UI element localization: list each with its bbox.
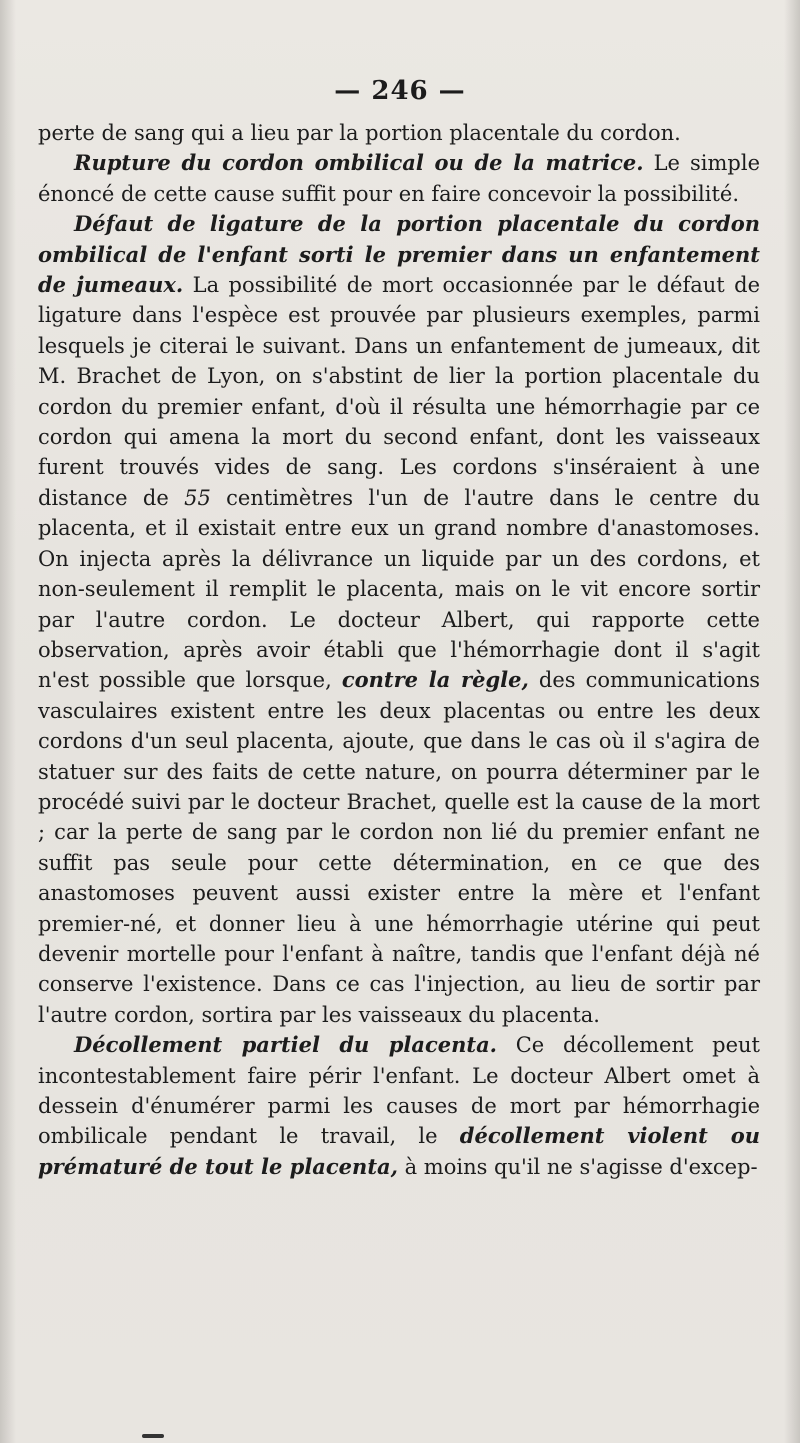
section-heading: Décollement partiel du placenta.	[74, 1032, 497, 1058]
section-heading: Défaut de ligature de la portion placentale du cordon ombilical de l'enfant sorti le premier dans un enfantement de jumeaux.	[38, 211, 760, 298]
emphasis-phrase: contre la règle,	[341, 667, 529, 693]
paragraph-decollement	[38, 1030, 760, 1182]
page-number: — 246 —	[334, 76, 466, 106]
paragraph-text: Ce décollement peut incontestablement faire périr l'enfant. Le docteur Albert omet à dessein d'énumérer parmi les causes de mort par hémorrhagie ombilicale pendant le travail, le	[38, 1033, 760, 1149]
emphasis-phrase: décollement violent ou prématuré de tout le placenta,	[38, 1123, 760, 1179]
page-edge-right	[784, 0, 800, 1443]
paragraph-continued	[38, 118, 760, 148]
print-mark	[142, 1434, 164, 1438]
section-heading: Rupture du cordon ombilical ou de la matrice.	[74, 150, 644, 176]
paragraph-text: La possibilité de mort occasionnée par le défaut de ligature dans l'espèce est prouvée par plusieurs exemples, parmi lesquels je citerai le suivant. Dans un enfantement de jumeaux, dit M. Brachet de Lyon, on s'abstint de lier la portion placentale du cordon du premier enfant, d'où il résulta une hémorrhagie par ce cordon qui amena la mort du second enfant, dont les vaisseaux furent trouvés vides de sang. Les cordons s'inséraient à une distance de	[38, 273, 760, 510]
emphasis-number: 55	[184, 485, 211, 510]
paragraph-rupture	[38, 148, 760, 209]
paragraph-ligature	[38, 209, 760, 1030]
paragraph-text: centimètres l'un de l'autre dans le centre du placenta, et il existait entre eux un grand nombre d'anastomoses. On injecta après la délivrance un liquide par un des cordons, et non-seulement il remplit le placenta, mais on le vit encore sortir par l'autre cordon. Le docteur Albert, qui rapporte cette observation, après avoir établi que l'hémorrhagie dont il s'agit n'est possible que lorsque,	[38, 485, 760, 693]
paragraph-text: à moins qu'il ne s'agisse d'excep-	[397, 1154, 758, 1179]
paragraph-text: Le simple énoncé de cette cause suffit pour en faire concevoir la possibilité.	[38, 151, 761, 206]
paragraph-text: perte de sang qui a lieu par la portion placentale du cordon.	[38, 121, 681, 145]
paragraph-text: des communications vasculaires existent entre les deux placentas ou entre les deux cordons d'un seul placenta, ajoute, que dans le cas où il s'agira de statuer sur des faits de cette nature, on pourra déterminer par le procédé suivi par le docteur Brachet, quelle est la cause de la mort ; car la perte de sang par le cordon non lié du premier enfant ne suffit pas seule pour cette détermination, en ce que des anastomoses peuvent aussi exister entre la mère et l'enfant premier-né, et donner lieu à une hémorrhagie utérine qui peut devenir mortelle pour l'enfant à naître, tandis que l'enfant déjà né conserve l'existence. Dans ce cas l'injection, au lieu de sortir par l'autre cordon, sortira par les vaisseaux du placenta.	[38, 668, 760, 1027]
text-body	[38, 118, 760, 1182]
page-edge-left	[0, 0, 16, 1443]
